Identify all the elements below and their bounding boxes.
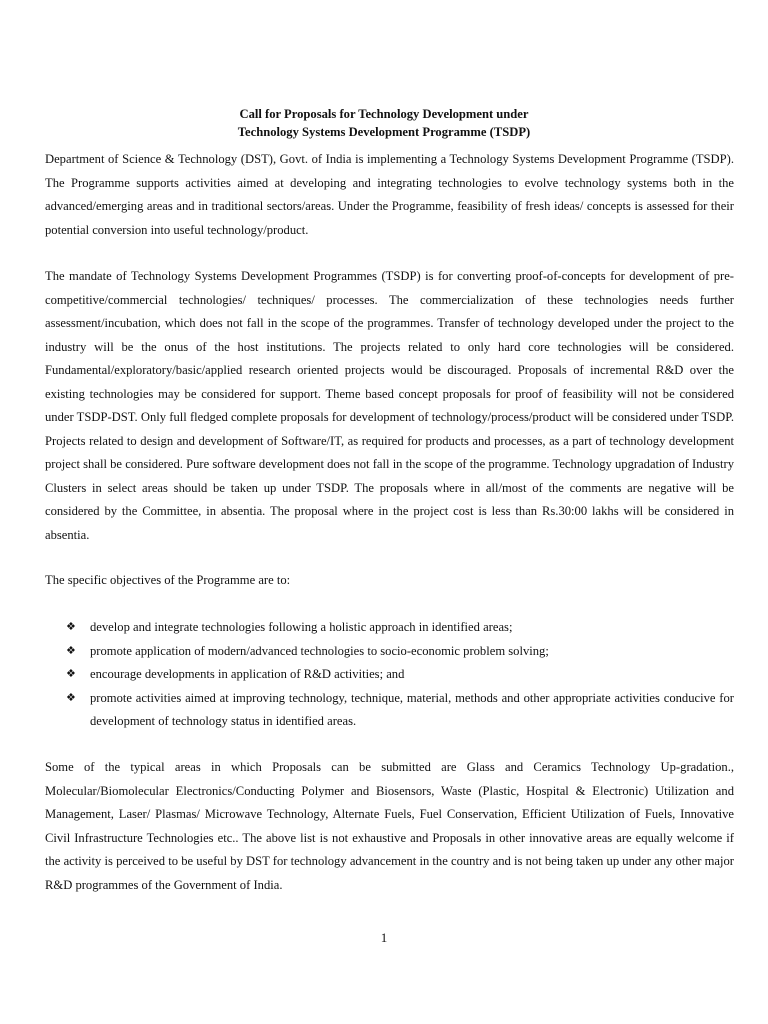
page-number: 1 [380,930,388,945]
list-item [66,616,734,640]
diamond-bullet-icon: ❖ [66,644,76,657]
areas-paragraph: Some of the typical areas in which Proposals can be submitted are Glass and Ceramics Technology Up-gradation., Molecular/Biomolecular Electronics/Conducting Polymer and Biosensors, Waste (Plastic, Hospital & Electronic) Utilization and Management, Laser/ Plasmas/ Microwave Technology, Alternate Fuels, Fuel Conservation, Efficient Utilization of Fuels, Innovative Civil Infrastructure Technologies etc.. The above list is not exhaustive and Proposals in other innovative areas are equally welcome if the activity is perceived to be useful by DST for technology advancement in the country and is not being taken up under any other major R&D programmes of the Government of India. [45,760,734,892]
objectives-intro: The specific objectives of the Programme are to: [45,573,291,587]
intro-paragraph: Department of Science & Technology (DST), Govt. of India is implementing a Technology Systems Development Programme (TSDP). The Programme supports activities aimed at developing and integrating technologies to evolve technology systems both in the advanced/emerging areas and in traditional sectors/areas. Under the Programme, feasibility of fresh ideas/ concepts is assessed for their potential conversion into useful technology/product. [45,152,734,237]
diamond-bullet-icon: ❖ [66,621,76,633]
title-line-2: Technology Systems Development Programme (TSDP) [237,125,531,139]
list-item [66,687,734,734]
mandate-paragraph: The mandate of Technology Systems Development Programmes (TSDP) is for converting proof-of-concepts for development of pre-competitive/commercial technologies/ techniques/ processes. The commercialization of these technologies needs further assessment/incubation, which does not fall in the scope of the programmes. Transfer of technology developed under the project to the industry will be the onus of the host institutions. The projects related to only hard core technologies will be considered. Fundamental/exploratory/basic/applied research oriented projects would be discouraged. Proposals of incremental R&D over the existing technologies may be considered for support. Theme based concept proposals for proof of feasibility will not be considered under TSDP-DST. Only full fledged complete proposals for development of technology/process/product will be considered under TSDP. Projects related to design and development of Software/IT, as required for products and processes, as a part of technology development project shall be considered. Pure software development does not fall in the scope of the programme. Technology upgradation of Industry Clusters in select areas should be taken up under TSDP. The proposals where in all/most of the comments are negative will be considered by the Committee, in absentia. The proposal where in the project cost is less than Rs.30:00 lakhs will be considered in absentia. [45,269,734,542]
objective-text: develop and integrate technologies following a holistic approach in identified areas; [90,620,513,634]
title-line-1: Call for Proposals for Technology Development under [239,107,529,121]
document-title [0,105,768,141]
objective-text: encourage developments in application of R&D activities; and [90,667,405,681]
objective-text: promote application of modern/advanced technologies to socio-economic problem solving; [90,643,549,658]
diamond-bullet-icon: ❖ [66,668,76,680]
list-item [66,640,734,664]
objective-text: promote activities aimed at improving technology, technique, material, methods and other appropriate activities conducive for development of technology status in identified areas. [90,690,734,728]
list-item [66,663,734,687]
objectives-list [66,616,734,734]
diamond-bullet-icon: ❖ [66,691,76,704]
